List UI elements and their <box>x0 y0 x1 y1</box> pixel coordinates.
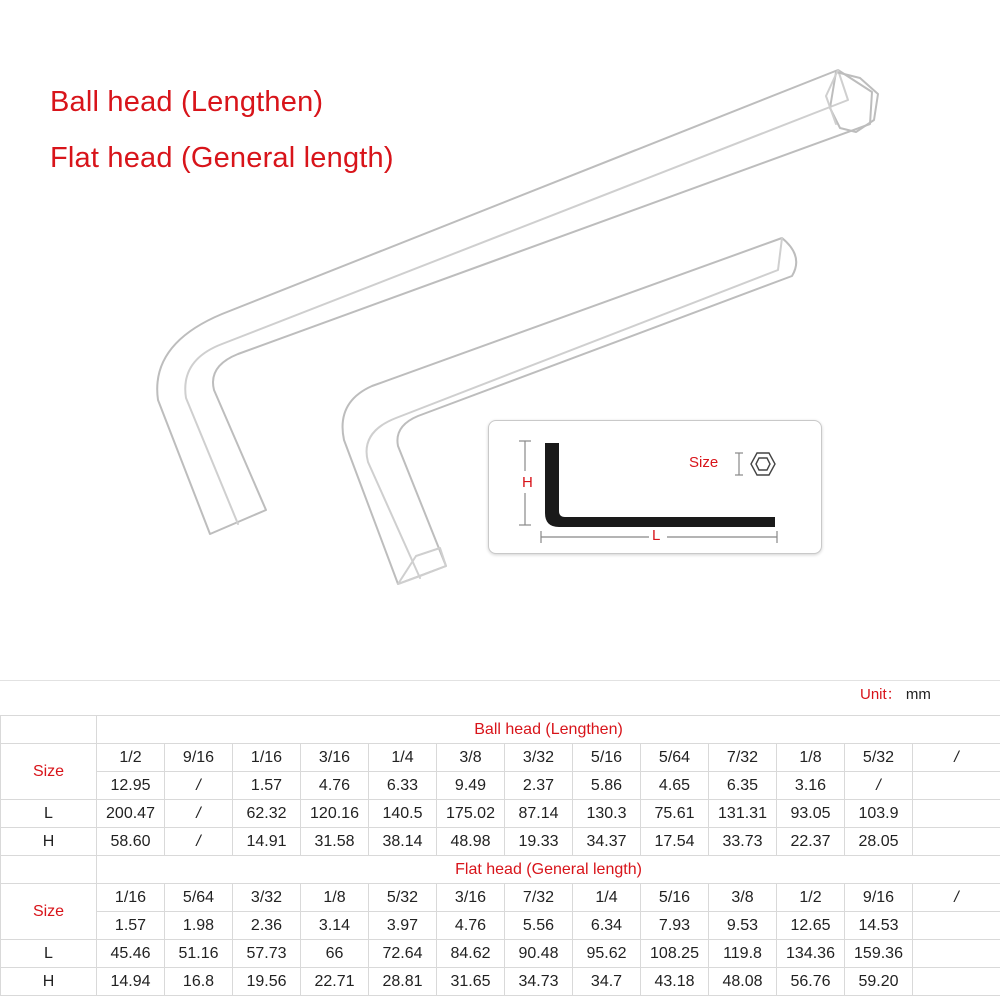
flat-metric-cell: 1.98 <box>165 912 233 940</box>
flat-size-cell: / <box>913 884 1000 912</box>
flat-size-cell: 7/32 <box>505 884 573 912</box>
flat-metric-cell: 12.65 <box>777 912 845 940</box>
flat-length-cell: 66 <box>301 940 369 968</box>
flat-head-title: Flat head (General length) <box>50 142 394 174</box>
ball-height-cell: 19.33 <box>505 828 573 856</box>
flat-size-row <box>1 884 1000 912</box>
flat-metric-cell <box>913 912 1000 940</box>
flat-metric-cell: 9.53 <box>709 912 777 940</box>
flat-length-cell: 134.36 <box>777 940 845 968</box>
ball-height-cell: 17.54 <box>641 828 709 856</box>
ball-metric-cell: 2.37 <box>505 772 573 800</box>
ball-length-cell: 87.14 <box>505 800 573 828</box>
flat-size-cell: 5/16 <box>641 884 709 912</box>
ball-height-cell: 34.37 <box>573 828 641 856</box>
flat-metric-cell: 14.53 <box>845 912 913 940</box>
ball-height-cell <box>913 828 1000 856</box>
ball-size-cell: 3/32 <box>505 744 573 772</box>
ball-height-cell: 14.91 <box>233 828 301 856</box>
flat-metric-cell: 2.36 <box>233 912 301 940</box>
ball-size-row-label: Size <box>1 744 97 800</box>
flat-length-cell: 159.36 <box>845 940 913 968</box>
ball-length-cell: 200.47 <box>97 800 165 828</box>
unit-label: Unit： <box>860 686 902 703</box>
flat-height-cell: 31.65 <box>437 968 505 996</box>
ball-size-cell: 3/8 <box>437 744 505 772</box>
flat-length-row-label: L <box>1 940 97 968</box>
ball-head-title: Ball head (Lengthen) <box>50 86 324 118</box>
flat-height-cell: 22.71 <box>301 968 369 996</box>
flat-height-cell: 59.20 <box>845 968 913 996</box>
ball-metric-cell: / <box>845 772 913 800</box>
ball-length-cell: 120.16 <box>301 800 369 828</box>
ball-height-row-label: H <box>1 828 97 856</box>
ball-size-cell: 7/32 <box>709 744 777 772</box>
ball-height-cell: 28.05 <box>845 828 913 856</box>
ball-height-cell: 33.73 <box>709 828 777 856</box>
ball-height-cell: / <box>165 828 233 856</box>
flat-size-cell: 1/4 <box>573 884 641 912</box>
flat-length-cell: 90.48 <box>505 940 573 968</box>
ball-length-row-label: L <box>1 800 97 828</box>
flat-head-group-title: Flat head (General length) <box>97 856 1000 884</box>
flat-size-cell: 3/16 <box>437 884 505 912</box>
flat-size-cell: 5/32 <box>369 884 437 912</box>
flat-metric-cell: 4.76 <box>437 912 505 940</box>
ball-metric-cell: 4.65 <box>641 772 709 800</box>
flat-length-cell: 95.62 <box>573 940 641 968</box>
flat-length-cell: 72.64 <box>369 940 437 968</box>
flat-size-cell: 9/16 <box>845 884 913 912</box>
spec-table <box>0 715 1000 996</box>
ball-metric-cell: 5.86 <box>573 772 641 800</box>
ball-metric-cell: 6.33 <box>369 772 437 800</box>
dimension-diagram <box>488 420 822 554</box>
flat-size-cell: 1/16 <box>97 884 165 912</box>
flat-height-cell: 16.8 <box>165 968 233 996</box>
flat-height-row <box>1 968 1000 996</box>
flat-metric-cell: 7.93 <box>641 912 709 940</box>
divider <box>0 680 1000 681</box>
ball-head-group-title: Ball head (Lengthen) <box>97 716 1000 744</box>
flat-length-cell: 119.8 <box>709 940 777 968</box>
ball-length-cell: 93.05 <box>777 800 845 828</box>
ball-size-cell: 5/32 <box>845 744 913 772</box>
ball-length-cell: 130.3 <box>573 800 641 828</box>
flat-size-cell: 1/8 <box>301 884 369 912</box>
flat-length-cell: 84.62 <box>437 940 505 968</box>
ball-height-cell: 31.58 <box>301 828 369 856</box>
hexagon-icon <box>751 453 775 475</box>
ball-size-cell: 1/2 <box>97 744 165 772</box>
ball-size-cell: 1/16 <box>233 744 301 772</box>
ball-size-cell: 1/4 <box>369 744 437 772</box>
ball-length-cell: 75.61 <box>641 800 709 828</box>
flat-size-cell: 5/64 <box>165 884 233 912</box>
ball-length-cell: 175.02 <box>437 800 505 828</box>
flat-height-cell: 34.7 <box>573 968 641 996</box>
flat-metric-cell: 3.97 <box>369 912 437 940</box>
ball-height-cell: 48.98 <box>437 828 505 856</box>
flat-size-row-label: Size <box>1 884 97 940</box>
flat-length-row <box>1 940 1000 968</box>
flat-metric-cell: 5.56 <box>505 912 573 940</box>
l-wrench-shape <box>545 443 775 527</box>
flat-length-cell: 108.25 <box>641 940 709 968</box>
ball-length-cell <box>913 800 1000 828</box>
ball-length-cell: 140.5 <box>369 800 437 828</box>
ball-height-cell: 22.37 <box>777 828 845 856</box>
flat-metric-cell: 1.57 <box>97 912 165 940</box>
flat-size-cell: 1/2 <box>777 884 845 912</box>
ball-size-cell: / <box>913 744 1000 772</box>
ball-height-row <box>1 828 1000 856</box>
ball-length-cell: 62.32 <box>233 800 301 828</box>
size-label: Size <box>689 454 719 471</box>
flat-height-cell: 48.08 <box>709 968 777 996</box>
ball-size-cell: 5/64 <box>641 744 709 772</box>
ball-size-cell: 1/8 <box>777 744 845 772</box>
flat-height-cell: 34.73 <box>505 968 573 996</box>
ball-metric-cell: 3.16 <box>777 772 845 800</box>
unit-value: mm <box>905 686 931 703</box>
flat-size-cell: 3/8 <box>709 884 777 912</box>
flat-height-row-label: H <box>1 968 97 996</box>
flat-height-cell: 14.94 <box>97 968 165 996</box>
flat-metric-cell: 3.14 <box>301 912 369 940</box>
l-dimension-label: L <box>652 527 661 544</box>
ball-length-cell: 131.31 <box>709 800 777 828</box>
flat-corner-cell <box>1 856 97 884</box>
unit-indicator <box>860 683 931 704</box>
ball-size-cell: 5/16 <box>573 744 641 772</box>
flat-length-cell: 57.73 <box>233 940 301 968</box>
flat-height-cell: 56.76 <box>777 968 845 996</box>
ball-metric-cell: 1.57 <box>233 772 301 800</box>
flat-height-cell: 19.56 <box>233 968 301 996</box>
ball-metric-cell: 12.95 <box>97 772 165 800</box>
ball-metric-cell: 4.76 <box>301 772 369 800</box>
flat-height-cell: 28.81 <box>369 968 437 996</box>
ball-length-cell: 103.9 <box>845 800 913 828</box>
ball-metric-cell: / <box>165 772 233 800</box>
ball-size-cell: 9/16 <box>165 744 233 772</box>
flat-height-cell <box>913 968 1000 996</box>
flat-length-cell: 45.46 <box>97 940 165 968</box>
ball-metric-cell: 9.49 <box>437 772 505 800</box>
ball-length-row <box>1 800 1000 828</box>
ball-metric-cell <box>913 772 1000 800</box>
ball-size-row <box>1 744 1000 772</box>
ball-corner-cell <box>1 716 97 744</box>
ball-height-cell: 38.14 <box>369 828 437 856</box>
flat-size-cell: 3/32 <box>233 884 301 912</box>
flat-height-cell: 43.18 <box>641 968 709 996</box>
flat-metric-cell: 6.34 <box>573 912 641 940</box>
ball-length-cell: / <box>165 800 233 828</box>
ball-metric-cell: 6.35 <box>709 772 777 800</box>
ball-size-cell: 3/16 <box>301 744 369 772</box>
ball-metric-row <box>1 772 1000 800</box>
ball-height-cell: 58.60 <box>97 828 165 856</box>
flat-metric-row <box>1 912 1000 940</box>
h-dimension-label: H <box>522 474 533 491</box>
flat-length-cell: 51.16 <box>165 940 233 968</box>
flat-length-cell <box>913 940 1000 968</box>
